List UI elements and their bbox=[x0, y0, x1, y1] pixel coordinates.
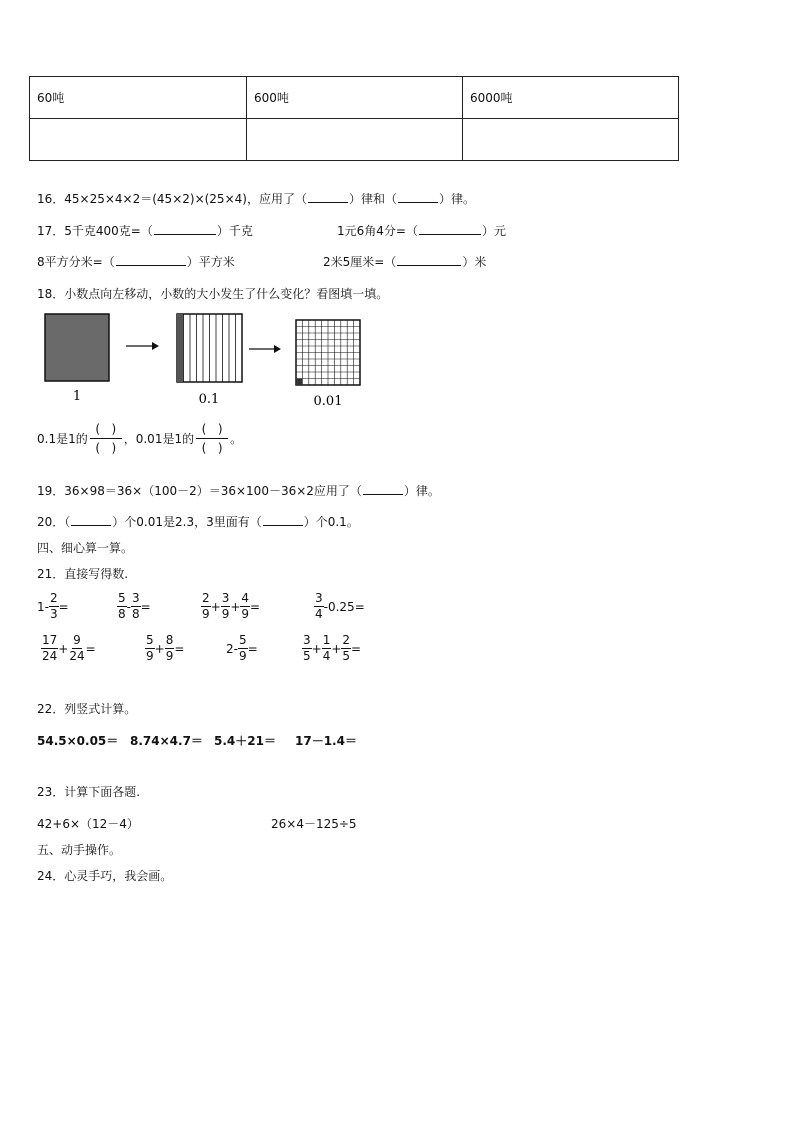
arrow-right-icon bbox=[126, 342, 159, 350]
vertical-calc-3: 5.4＋21＝ bbox=[214, 734, 276, 748]
fraction-blank[interactable]: $\frac{( )}{( )}$ bbox=[90, 420, 122, 457]
answer-cell[interactable] bbox=[247, 119, 463, 161]
vertical-calc-2: 8.74×4.7＝ bbox=[130, 734, 203, 748]
fraction: $\frac{5}{8}$ bbox=[118, 591, 126, 621]
answer-cell[interactable] bbox=[463, 119, 679, 161]
answer-blank[interactable] bbox=[398, 191, 438, 203]
question-23-label: 23．计算下面各题. bbox=[37, 785, 141, 799]
fraction-blank[interactable]: $\frac{( )}{( )}$ bbox=[196, 420, 228, 457]
answer-cell[interactable] bbox=[30, 119, 247, 161]
answer-blank[interactable] bbox=[363, 483, 403, 495]
fraction: $\frac{1}{4}$ bbox=[322, 633, 331, 663]
fraction: $\frac{8}{9}$ bbox=[165, 633, 174, 663]
expr-r1-4: $\frac{3}{4}$ -0.25= bbox=[315, 591, 365, 621]
calc-expr-2: 26×4－125÷5 bbox=[271, 817, 357, 831]
table-cell: 600吨 bbox=[247, 77, 463, 119]
table-answer-row bbox=[30, 119, 679, 161]
answer-blank[interactable] bbox=[71, 514, 111, 526]
question-19: 19．36×98＝36×（100－2）＝36×100－36×2应用了（ ）律。 bbox=[37, 484, 440, 498]
expr-r2-4: $\frac{3}{5}$ + $\frac{1}{4}$ + $\frac{2}{5}$ = bbox=[303, 633, 362, 663]
table-cell: 60吨 bbox=[30, 77, 247, 119]
fraction: $\frac{5}{9}$ bbox=[146, 633, 154, 663]
question-24: 24．心灵手巧，我会画。 bbox=[37, 869, 173, 883]
fraction: $\frac{3}{8}$ bbox=[131, 591, 140, 621]
expr-r2-3: 2- $\frac{5}{9}$ = bbox=[226, 633, 258, 663]
fraction: $\frac{2}{3}$ bbox=[49, 591, 58, 621]
expr-r2-2: $\frac{5}{9}$ + $\frac{8}{9}$ = bbox=[146, 633, 185, 663]
question-20: 20．（ ）个0.01是2.3，3里面有（ ）个0.1。 bbox=[37, 515, 359, 529]
fraction: $\frac{3}{4}$ bbox=[315, 591, 323, 621]
fraction: $\frac{9}{24}$ bbox=[69, 633, 85, 663]
expr-r1-3: $\frac{2}{9}$ + $\frac{3}{9}$ + $\frac{4}{9}$ = bbox=[202, 591, 261, 621]
fraction: $\frac{17}{24}$ bbox=[42, 633, 58, 663]
caption-hundredth: 0.01 bbox=[313, 394, 343, 408]
question-22-label: 22．列竖式计算。 bbox=[37, 702, 137, 716]
question-21-label: 21．直接写得数. bbox=[37, 567, 129, 581]
answer-blank[interactable] bbox=[419, 223, 481, 235]
table-cell: 6000吨 bbox=[463, 77, 679, 119]
fraction: $\frac{3}{9}$ bbox=[221, 591, 230, 621]
question-18-fill: 0.1是1的 $\frac{( )}{( )}$ ，0.01是1的 $\frac{( )}{( )}$ 。 bbox=[37, 422, 243, 455]
answer-blank[interactable] bbox=[308, 191, 348, 203]
table-header-row bbox=[30, 77, 679, 119]
question-17b: 1元6角4分=（ ）元 bbox=[337, 224, 506, 238]
weight-table bbox=[29, 76, 679, 161]
vertical-calc-1: 54.5×0.05＝ bbox=[37, 734, 119, 748]
answer-blank[interactable] bbox=[263, 514, 303, 526]
fraction: $\frac{3}{5}$ bbox=[303, 633, 311, 663]
question-17c: 8平方分米=（ ）平方米 bbox=[37, 255, 235, 269]
caption-whole: 1 bbox=[72, 389, 82, 404]
expr-r2-1: $\frac{17}{24}$ + $\frac{9}{24}$ = bbox=[42, 633, 96, 663]
fraction: $\frac{5}{9}$ bbox=[238, 633, 247, 663]
answer-blank[interactable] bbox=[154, 223, 216, 235]
tenths-square bbox=[177, 314, 242, 382]
vertical-calc-4: 17－1.4＝ bbox=[295, 734, 357, 748]
hundredths-square bbox=[296, 320, 360, 385]
question-18-label: 18．小数点向左移动，小数的大小发生了什么变化？看图填一填。 bbox=[37, 287, 389, 301]
decimal-grid-figure bbox=[40, 308, 370, 408]
section-5-heading: 五、动手操作。 bbox=[37, 843, 122, 857]
fraction: $\frac{2}{5}$ bbox=[342, 633, 351, 663]
caption-tenth: 0.1 bbox=[198, 392, 220, 407]
question-16: 16．45×25×4×2＝(45×2)×(25×4)，应用了（ ）律和（ ）律。 bbox=[37, 192, 475, 206]
expr-r1-1: 1- $\frac{2}{3}$ = bbox=[37, 591, 69, 621]
fraction: $\frac{4}{9}$ bbox=[241, 591, 250, 621]
fraction: $\frac{2}{9}$ bbox=[202, 591, 210, 621]
section-4-heading: 四、细心算一算。 bbox=[37, 541, 134, 555]
calc-expr-1: 42+6×（12－4） bbox=[37, 817, 139, 831]
question-17d: 2米5厘米=（ ）米 bbox=[323, 255, 487, 269]
answer-blank[interactable] bbox=[397, 254, 461, 266]
answer-blank[interactable] bbox=[116, 254, 186, 266]
expr-r1-2: $\frac{5}{8}$ - $\frac{3}{8}$ = bbox=[118, 591, 151, 621]
arrow-right-icon bbox=[249, 345, 281, 353]
whole-square bbox=[45, 314, 109, 381]
question-17a: 17．5千克400克=（ ）千克 bbox=[37, 224, 253, 238]
